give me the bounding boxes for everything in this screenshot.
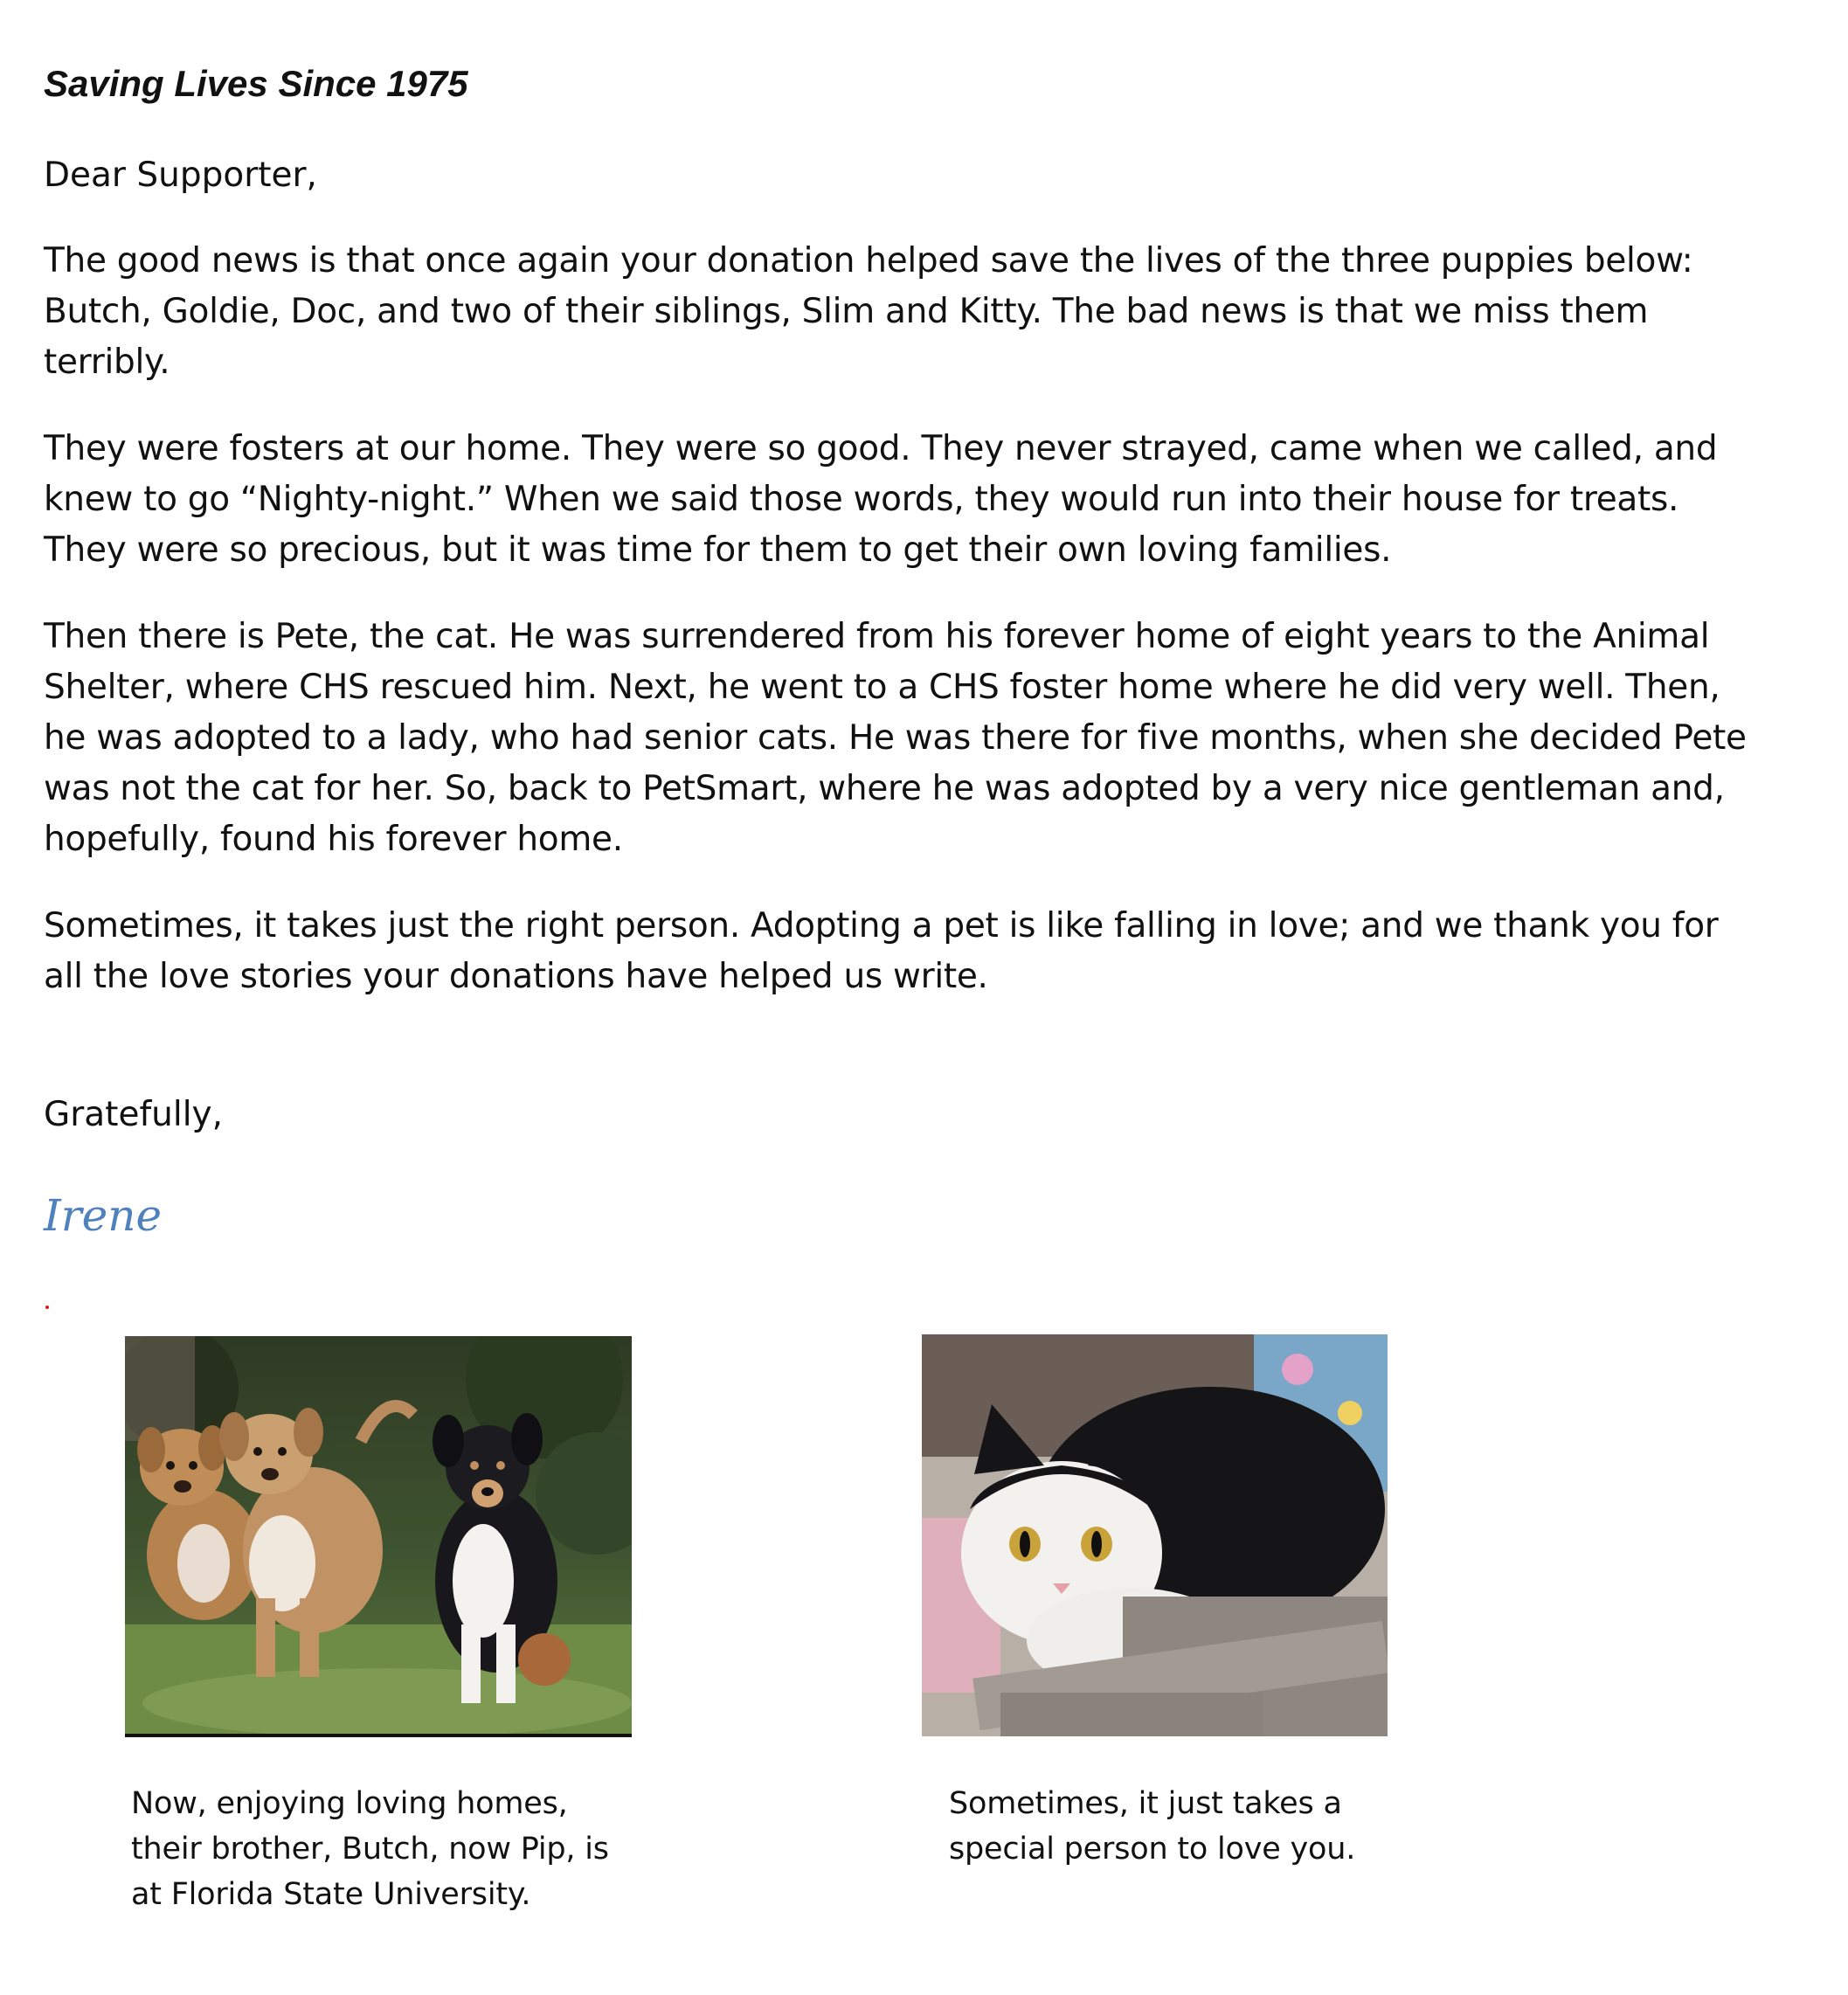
cat-caption-line: Sometimes, it just takes a xyxy=(949,1786,1342,1821)
paragraph-fosters: They were fosters at our home. They were so good. They never strayed, came when we called, and knew to go “Nighty-night.” When we said those words, they would run into their house for treats. They were so precious, but it was time for them to get their own loving families. xyxy=(44,429,1718,570)
paragraph-puppies: The good news is that once again your donation helped save the lives of the three puppies below: Butch, Goldie, Doc, and two of their siblings, Slim and Kitty. The bad news is that we miss them terribly. xyxy=(44,241,1693,382)
paragraph-pete: Then there is Pete, the cat. He was surrendered from his forever home of eight years to the Animal Shelter, where CHS rescued him. Next, he went to a CHS foster home where he did very well. Then, he was adopted to a lady, who had senior cats. He was there for five months, when she decided Pete was not the cat for her. So, back to PetSmart, where he was adopted by a very nice gentleman and, hopefully, found his forever home. xyxy=(44,617,1747,859)
cat-photo xyxy=(922,1334,1388,1736)
closing: Gratefully, xyxy=(44,1095,224,1134)
puppies-photo xyxy=(125,1336,632,1737)
red-dot-mark xyxy=(45,1306,49,1309)
puppies-caption-line: their brother, Butch, now Pip, is xyxy=(131,1832,609,1867)
salutation: Dear Supporter, xyxy=(44,156,317,195)
letter-body xyxy=(44,61,1756,1242)
cat-caption-line: special person to love you. xyxy=(949,1832,1356,1867)
cat-caption xyxy=(949,1781,1438,1872)
tagline: Saving Lives Since 1975 xyxy=(44,63,468,104)
paragraph-thanks: Sometimes, it takes just the right person. Adopting a pet is like falling in love; and we thank you for all the love stories your donations have helped us write. xyxy=(44,906,1719,996)
puppies-caption-line: Now, enjoying loving homes, xyxy=(131,1786,568,1821)
puppies-caption xyxy=(131,1781,655,1917)
signature: Irene xyxy=(44,1190,163,1241)
puppies-caption-line: at Florida State University. xyxy=(131,1877,531,1912)
